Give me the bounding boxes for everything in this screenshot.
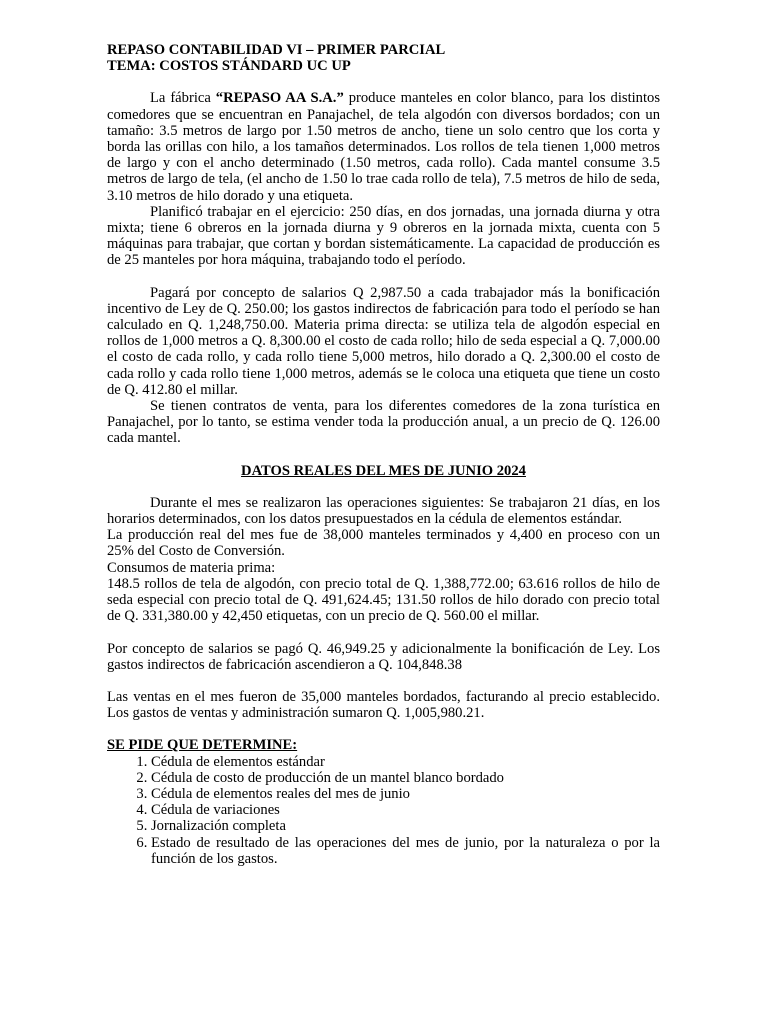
document-title: REPASO CONTABILIDAD VI – PRIMER PARCIAL [107,42,446,58]
intro-paragraph-3: Pagará por concepto de salarios Q 2,987.50 a cada trabajador más la bonificación incentivo de Ley de Q. 250.00; los gastos indirectos de fabricación para todo el período se han calculado en Q. 1,248,750.00. Materia prima directa: se utiliza tela de algodón especial en rollos de 1,000 metros a Q. 8,300.00 el costo de cada rollo; hilo de seda especial a Q. 7,000.00 el costo de cada rollo, y cada rollo tiene 5,000 metros, hilo dorado a Q. 2,300.00 el costo de cada rollo y cada rollo tiene 1,000 metros, además se le coloca una etiqueta que tiene un costo de Q. 412.80 el millar. [107,284,660,398]
intro-p1-rest: produce manteles en color blanco, para los distintos comedores que se encuentran en Panajachel, de tela algodón con diversos bordados; con un tamaño: 3.5 metros de largo por 1.50 metros de ancho, tiene un solo centro que los corta y borda las orillas con hilo, a los tamaños determinados. Los rollos de tela tienen 1,000 metros de largo y con el ancho determinado (1.50 metros, cada rollo). Cada mantel consume 3.5 metros de largo de tela, (el ancho de 1.50 lo trae cada rollo de tela), 7.5 metros de hilo de seda, 3.10 metros de hilo dorado y una etiqueta. [107,90,661,204]
real-paragraph-6: Las ventas en el mes fueron de 35,000 manteles bordados, facturando al precio establecido. Los gastos de ventas y administración sumaron Q. 1,005,980.21. [107,688,660,722]
intro-p1-pre: La fábrica [150,90,216,107]
intro-paragraph-4: Se tienen contratos de venta, para los diferentes comedores de la zona turística en Panajachel, por lo tanto, se estima vender toda la producción anual, a un precio de Q. 126.00 cada mantel. [107,398,660,447]
requirements-list [107,754,660,867]
list-item: 3. Cédula de elementos reales del mes de junio [151,786,660,802]
list-item: 5. Jornalización completa [151,818,660,834]
document-page [107,42,660,867]
list-item: 1. Cédula de elementos estándar [151,754,660,770]
list-item: 6. Estado de resultado de las operaciones del mes de junio, por la naturaleza o por la función de los gastos. [151,835,660,867]
intro-paragraph-1 [107,90,660,203]
real-paragraph-4: 148.5 rollos de tela de algodón, con precio total de Q. 1,388,772.00; 63.616 rollos de hilo de seda especial con precio total de Q. 491,624.45; 131.50 rollos de hilo dorado con precio total de Q. 331,380.00 y 42,450 etiquetas, con un precio de Q. 560.00 el millar. [107,575,660,625]
section-title: DATOS REALES DEL MES DE JUNIO 2024 [241,462,526,479]
real-paragraph-5: Por concepto de salarios se pagó Q. 46,949.25 y adicionalmente la bonificación de Ley. Los gastos indirectos de fabricación ascendieron a Q. 104,848.38 [107,640,660,673]
real-paragraph-2: La producción real del mes fue de 38,000 manteles terminados y 4,400 en proceso con un 25% del Costo de Conversión. [107,527,660,560]
company-name: “REPASO AA S.A.” [215,90,344,107]
list-item: 4. Cédula de variaciones [151,802,660,818]
real-paragraph-1: Durante el mes se realizaron las operaciones siguientes: Se trabajaron 21 días, en los horarios determinados, con los datos presupuestados en la cédula de elementos estándar. [107,494,660,528]
intro-paragraph-2: Planificó trabajar en el ejercicio: 250 días, en dos jornadas, una jornada diurna y otra mixta; tiene 6 obreros en la jornada diurna y 9 obreros en la jornada mixta, cuenta con 5 máquinas para trabajar, que cortan y bordan sistemáticamente. La capacidad de producción es de 25 manteles por hora máquina, trabajando todo el período. [107,203,660,269]
requirements-title: SE PIDE QUE DETERMINE: [107,737,298,754]
real-paragraph-3: Consumos de materia prima: [107,559,276,576]
document-subtitle: TEMA: COSTOS STÁNDARD UC UP [107,58,351,75]
list-item: 2. Cédula de costo de producción de un mantel blanco bordado [151,770,660,786]
